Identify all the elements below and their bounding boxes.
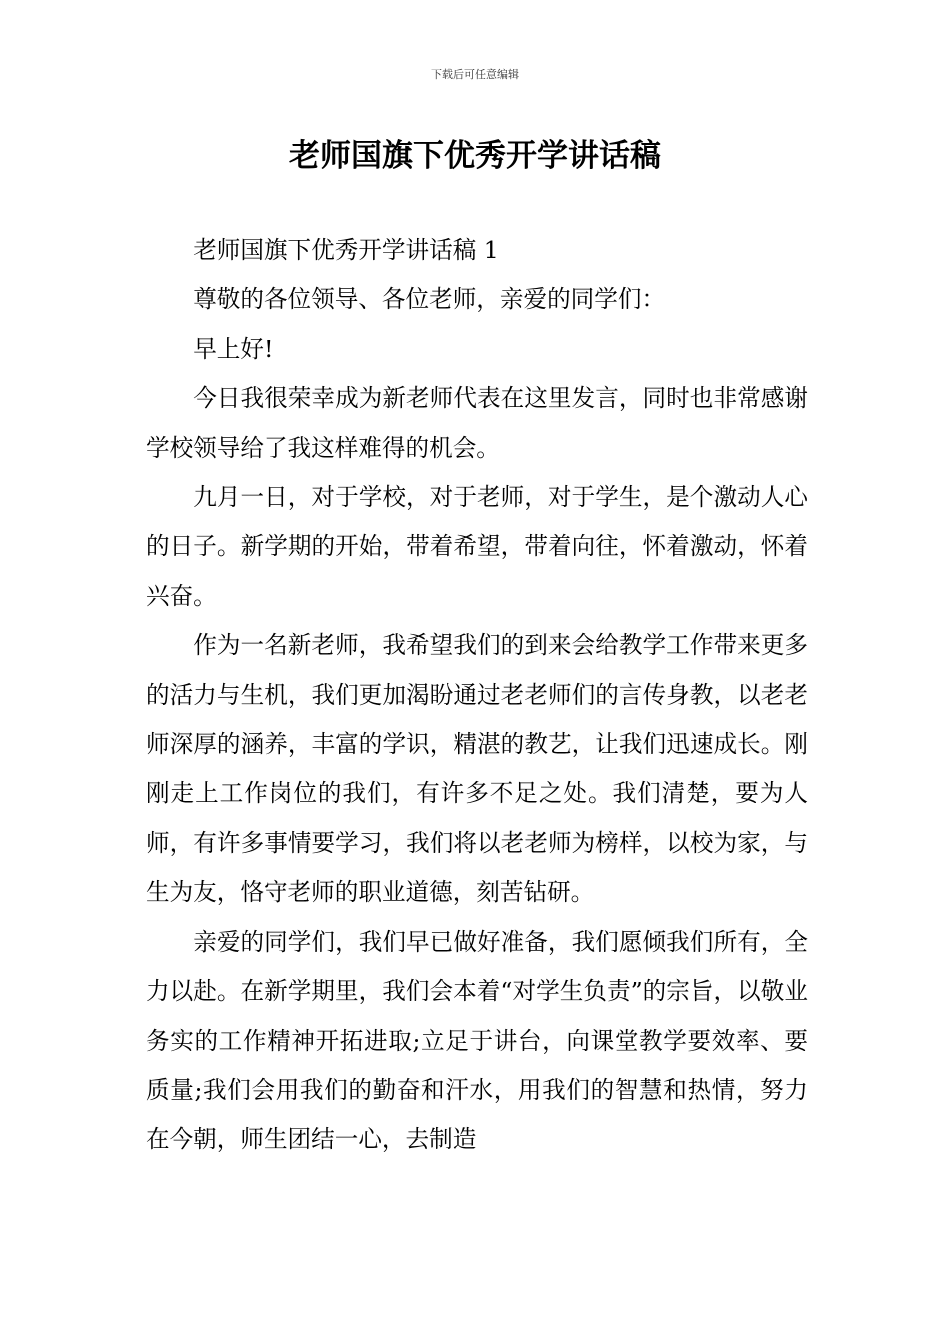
header-note: 下载后可任意编辑 <box>431 68 519 81</box>
paragraph-greeting: 早上好! <box>193 334 274 363</box>
paragraph: 作为一名新老师，我希望我们的到来会给教学工作带来更多的活力与生机，我们更加渴盼通过老老师们的言传身教，以老老师深厚的涵养，丰富的学识，精湛的教艺，让我们迅速成长。刚刚走上工作岗位的我们，有许多不足之处。我们清楚，要为人师，有许多事情要学习，我们将以老老师为榜样，以校为家，与生为友，恪守老师的职业道德，刻苦钻研。 <box>146 631 808 907</box>
paragraph-subtitle: 老师国旗下优秀开学讲话稿 1 <box>193 236 499 264</box>
document-body <box>146 226 808 1165</box>
paragraph: 亲爱的同学们，我们早已做好准备，我们愿倾我们所有，全力以赴。在新学期里，我们会本着“对学生负责”的宗旨，以敬业务实的工作精神开拓进取;立足于讲台，向课堂教学要效率、要质量;我们会用我们的勤奋和汗水，用我们的智慧和热情，努力在今朝，师生团结一心，去制造 <box>146 927 808 1154</box>
paragraph-salutation: 尊敬的各位领导、各位老师，亲爱的同学们： <box>193 285 666 314</box>
document-title: 老师国旗下优秀开学讲话稿 <box>289 138 661 174</box>
paragraph: 九月一日，对于学校，对于老师，对于学生，是个激动人心的日子。新学期的开始，带着希望，带着向往，怀着激动，怀着兴奋。 <box>146 483 808 610</box>
paragraph: 今日我很荣幸成为新老师代表在这里发言，同时也非常感谢学校领导给了我这样难得的机会。 <box>146 384 808 462</box>
